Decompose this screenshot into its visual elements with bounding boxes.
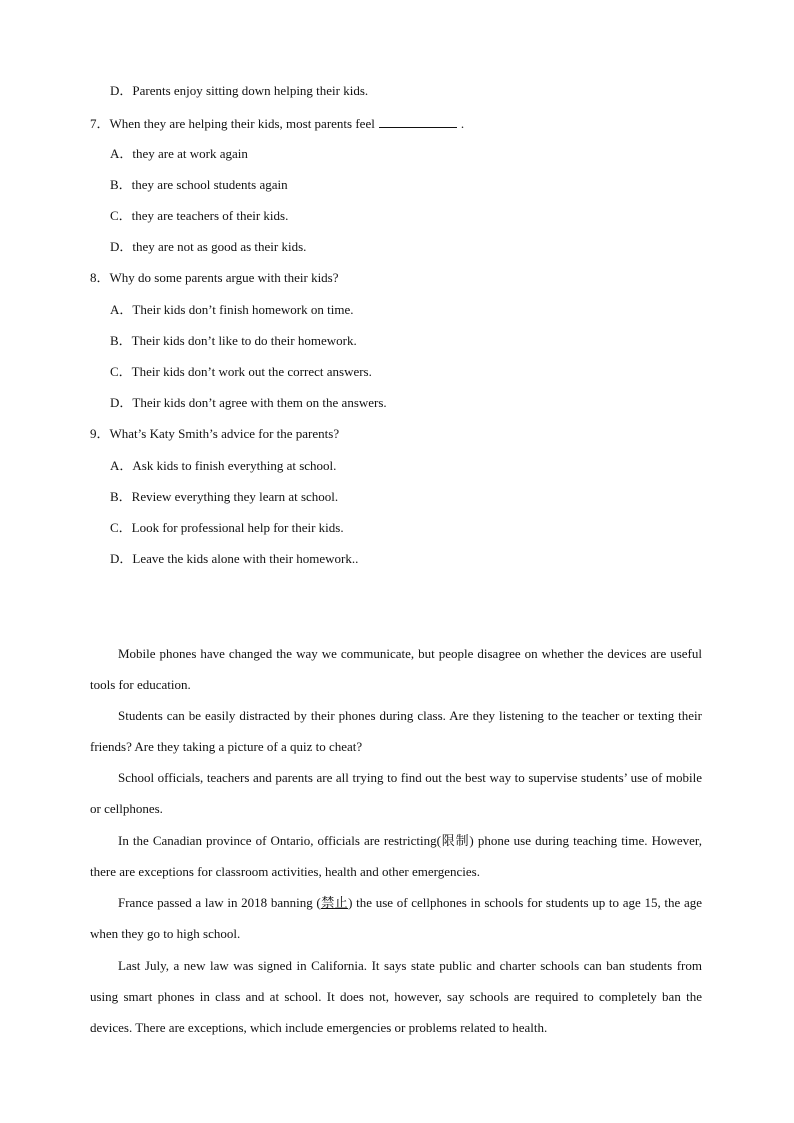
- q8-option-c: C．Their kids don’t work out the correct answers.: [110, 364, 372, 379]
- vocab-gloss: 禁止: [320, 895, 349, 910]
- q8-stem: 8．Why do some parents argue with their kids?: [90, 270, 339, 285]
- passage-paragraph-6: Last July, a new law was signed in California. It says state public and charter schools can ban students from using smart phones in class and at school. It does not, however, say schools are required to completely ban the devices. There are exceptions, which include emergencies or problems related to health.: [90, 958, 702, 1035]
- q9-option-b: B．Review everything they learn at school.: [110, 489, 339, 504]
- vocab-gloss: (限制): [436, 833, 474, 848]
- q7-option-a: A．they are at work again: [110, 146, 248, 161]
- q9-option-c: C．Look for professional help for their kids.: [110, 520, 344, 535]
- passage-paragraph-2: Students can be easily distracted by their phones during class. Are they listening to the teacher or texting their friends? Are they taking a picture of a quiz to cheat?: [90, 708, 702, 754]
- q7-stem: [90, 115, 464, 132]
- q7-stem-text: 7．When they are helping their kids, most parents feel: [90, 116, 375, 131]
- q9-option-d: D．Leave the kids alone with their homework..: [110, 551, 359, 566]
- passage-paragraph-4: [90, 825, 702, 887]
- q7-option-c: C．they are teachers of their kids.: [110, 208, 289, 223]
- q7-option-b: B．they are school students again: [110, 177, 288, 192]
- q8-option-d: D．Their kids don’t agree with them on the answers.: [110, 395, 387, 410]
- q8-option-b: B．Their kids don’t like to do their homework.: [110, 333, 357, 348]
- q8-option-a: A．Their kids don’t finish homework on time.: [110, 302, 354, 317]
- q7-stem-end: .: [460, 116, 465, 131]
- answer-blank: [379, 115, 457, 128]
- p5-text-before: France passed a law in 2018 banning (: [118, 895, 321, 910]
- p5-text-after: ) the use of cellphones in schools for students up to age 15, the age when they go to high school.: [90, 895, 703, 941]
- p4-text-before: In the Canadian province of Ontario, officials are restricting: [118, 833, 437, 848]
- passage-paragraph-3: School officials, teachers and parents are all trying to find out the best way to supervise students’ use of mobile or cellphones.: [90, 770, 702, 816]
- q6-option-d: D．Parents enjoy sitting down helping their kids.: [110, 83, 369, 98]
- passage-paragraph-1: Mobile phones have changed the way we communicate, but people disagree on whether the devices are useful tools for education.: [90, 646, 702, 692]
- p4-text-after: phone use during teaching time. However, there are exceptions for classroom activities, health and other emergencies.: [90, 833, 702, 879]
- q9-option-a: A．Ask kids to finish everything at school.: [110, 458, 337, 473]
- passage-paragraph-5: [90, 887, 702, 949]
- q7-option-d: D．they are not as good as their kids.: [110, 239, 307, 254]
- q9-stem: 9．What’s Katy Smith’s advice for the parents?: [90, 426, 340, 441]
